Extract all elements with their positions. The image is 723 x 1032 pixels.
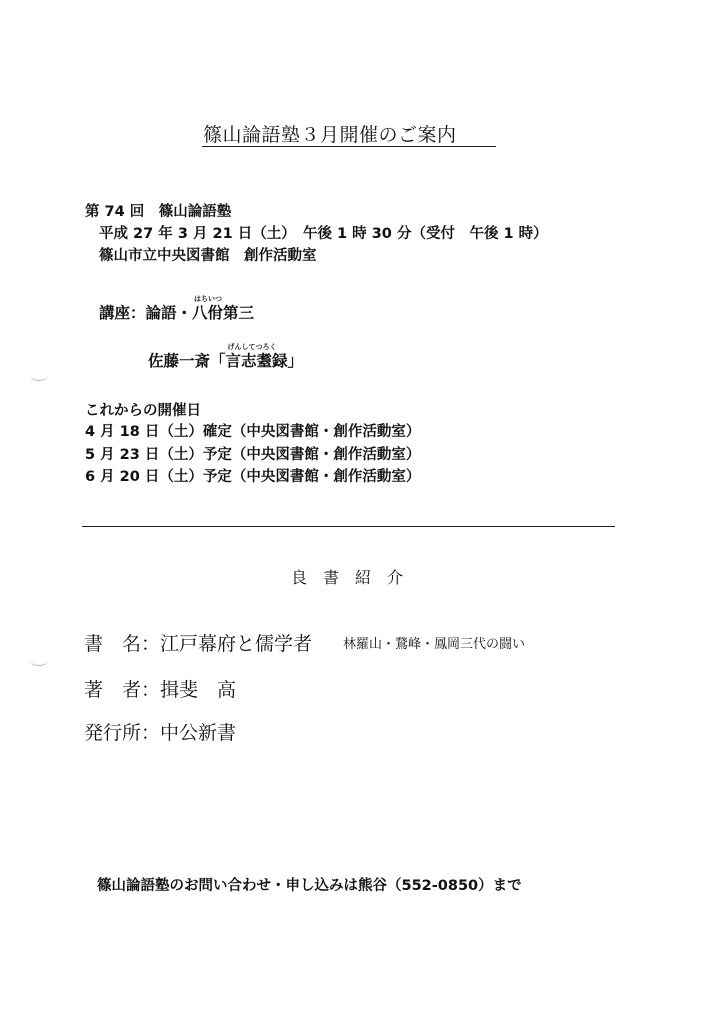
- lecture2-prefix: 佐藤一斎「: [148, 352, 226, 370]
- event-datetime: 平成 27 年 3 月 21 日（土） 午後 1 時 30 分（受付 午後 1 時）: [99, 226, 548, 242]
- lecture-ruby-base: [192, 295, 255, 322]
- page-title: 篠山論語塾３月開催のご案内: [203, 124, 457, 146]
- title-underline: [202, 146, 496, 147]
- schedule-item: 4 月 18 日（土）確定（中央図書館・創作活動室）: [85, 424, 421, 440]
- lecture2-ruby: げんしてつろく: [227, 343, 277, 351]
- book-author-label: 著 者：: [84, 679, 161, 701]
- book-publisher-row: [84, 718, 236, 745]
- book-author-value: 揖斐 高: [160, 679, 237, 701]
- schedule-item: 6 月 20 日（土）予定（中央図書館・創作活動室）: [85, 469, 421, 485]
- lecture2-main: 言志耋録: [225, 352, 288, 370]
- punch-hole-mark: [30, 655, 48, 666]
- event-venue: 篠山市立中央図書館 創作活動室: [99, 248, 317, 264]
- schedule-heading: これからの開催日: [85, 403, 201, 419]
- event-heading: 第 74 回 篠山論語塾: [85, 204, 232, 220]
- lecture-line-1: [99, 295, 255, 323]
- book-subtitle: 林羅山・鵞峰・鳳岡三代の闘い: [343, 637, 526, 652]
- lecture-main: 八佾第三: [192, 304, 255, 322]
- lecture-line-2: [148, 343, 304, 371]
- lecture-prefix: 講座：論語・: [99, 304, 193, 322]
- book-publisher-label: 発行所：: [84, 722, 161, 744]
- punch-hole-mark: [30, 370, 48, 381]
- book-author-row: [84, 675, 236, 702]
- schedule-item: 5 月 23 日（土）予定（中央図書館・創作活動室）: [85, 447, 421, 463]
- book-title-row: [84, 629, 312, 656]
- section-divider: [82, 526, 615, 527]
- lecture2-suffix: 」: [287, 352, 304, 370]
- book-title-value: 江戸幕府と儒学者: [160, 633, 313, 655]
- contact-line: 篠山論語塾のお問い合わせ・申し込みは熊谷（552-0850）まで: [97, 878, 522, 894]
- book-section-title: 良 書 紹 介: [291, 568, 404, 587]
- lecture-ruby: はちいつ: [194, 295, 223, 303]
- book-title-label: 書 名：: [84, 633, 161, 655]
- lecture2-ruby-base: [225, 343, 288, 370]
- book-publisher-value: 中公新書: [160, 722, 237, 744]
